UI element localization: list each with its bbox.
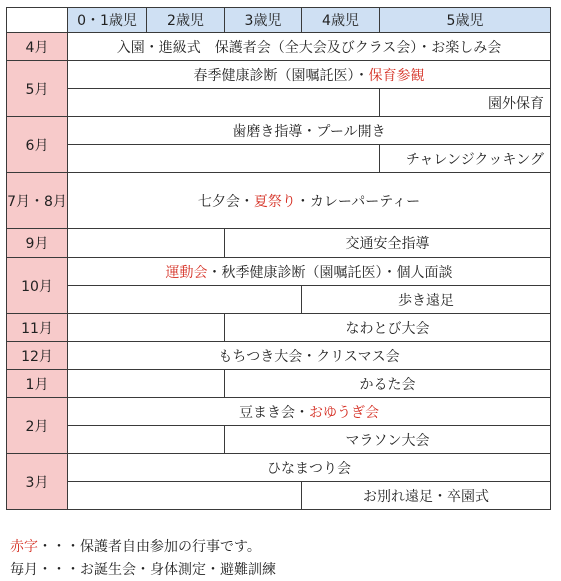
- event-feb-play: おゆうぎ会: [309, 404, 379, 421]
- event-nov-jump: なわとび大会: [225, 314, 551, 342]
- event-jul-aug: [68, 173, 551, 229]
- row-may-2: [7, 89, 551, 117]
- row-june-1: [7, 117, 551, 145]
- event-jan-karuta: かるた会: [225, 370, 551, 398]
- event-may-outing: 園外保育: [380, 89, 551, 117]
- event-june-cooking: チャレンジクッキング: [380, 145, 551, 173]
- note-red-label: 赤字: [10, 539, 38, 555]
- event-oct-all: [68, 258, 551, 286]
- event-sep-traffic: 交通安全指導: [225, 229, 551, 258]
- row-february-2: [7, 426, 551, 454]
- event-mar-all: ひなまつり会: [68, 454, 551, 482]
- month-january: 1月: [7, 370, 68, 398]
- row-october-1: [7, 258, 551, 286]
- row-may-1: [7, 61, 551, 89]
- event-jul-tanabata: 七夕会・: [197, 193, 254, 210]
- row-april: [7, 33, 551, 61]
- header-age-5: 5歳児: [380, 8, 551, 33]
- month-jul-aug: 7月・8月: [7, 173, 68, 229]
- row-october-2: [7, 286, 551, 314]
- row-november: [7, 314, 551, 342]
- header-age-0-1: 0・1歳児: [68, 8, 147, 33]
- empty-cell: [68, 286, 302, 314]
- event-mar-farewell: お別れ遠足・卒園式: [302, 482, 551, 510]
- event-oct-sports: 運動会: [165, 264, 208, 281]
- row-february-1: [7, 398, 551, 426]
- header-age-2: 2歳児: [147, 8, 225, 33]
- month-february: 2月: [7, 398, 68, 454]
- note-red-desc: ・・・保護者自由参加の行事です。: [38, 539, 261, 555]
- event-feb-marathon: マラソン大会: [225, 426, 551, 454]
- event-schedule-table: [6, 7, 551, 510]
- empty-cell: [68, 426, 225, 454]
- corner-cell: [7, 8, 68, 33]
- row-september: [7, 229, 551, 258]
- row-june-2: [7, 145, 551, 173]
- note-monthly: 毎月・・・お誕生会・身体測定・避難訓練: [10, 562, 276, 578]
- empty-cell: [68, 229, 225, 258]
- row-jul-aug: [7, 173, 551, 229]
- empty-cell: [68, 482, 302, 510]
- event-feb-all: [68, 398, 551, 426]
- row-march-2: [7, 482, 551, 510]
- event-june-all: 歯磨き指導・プール開き: [68, 117, 551, 145]
- month-october: 10月: [7, 258, 68, 314]
- event-april: [68, 33, 551, 61]
- row-march-1: [7, 454, 551, 482]
- event-oct-walk: 歩き遠足: [302, 286, 551, 314]
- event-apr-meeting: 保護者会（全大会及びクラス会）・お楽しみ会: [214, 39, 502, 56]
- event-jul-curry: ・カレーパーティー: [295, 193, 421, 210]
- event-apr-ceremony: 入園・進級式: [116, 39, 201, 56]
- empty-cell: [68, 314, 225, 342]
- month-november: 11月: [7, 314, 68, 342]
- event-jul-festival: 夏祭り: [253, 193, 296, 210]
- month-september: 9月: [7, 229, 68, 258]
- month-april: 4月: [7, 33, 68, 61]
- event-oct-rest: ・秋季健康診断（園嘱託医）・個人面談: [207, 264, 453, 281]
- event-dec-all: もちつき大会・クリスマス会: [68, 342, 551, 370]
- header-row: [7, 8, 551, 33]
- note-red-text: [10, 536, 261, 556]
- event-may-checkup: 春季健康診断（園嘱託医）・: [193, 67, 369, 84]
- month-june: 6月: [7, 117, 68, 173]
- empty-cell: [68, 370, 225, 398]
- event-may-all: [68, 61, 551, 89]
- month-may: 5月: [7, 61, 68, 117]
- month-december: 12月: [7, 342, 68, 370]
- event-feb-beans: 豆まき会・: [239, 404, 309, 421]
- row-december: [7, 342, 551, 370]
- event-may-visit: 保育参観: [368, 67, 425, 84]
- header-age-3: 3歳児: [225, 8, 302, 33]
- header-age-4: 4歳児: [302, 8, 380, 33]
- empty-cell: [68, 145, 380, 173]
- month-march: 3月: [7, 454, 68, 510]
- row-january: [7, 370, 551, 398]
- empty-cell: [68, 89, 380, 117]
